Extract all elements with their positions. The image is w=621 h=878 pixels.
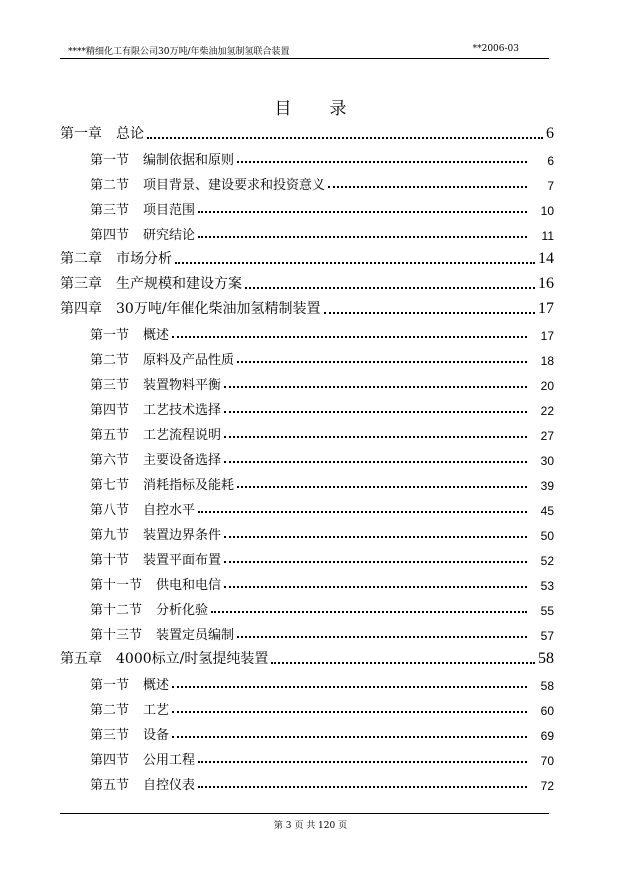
toc-leader-dots bbox=[224, 585, 527, 588]
toc-page-number: 69 bbox=[540, 729, 554, 743]
toc-entry-label bbox=[60, 273, 242, 293]
toc-section-entry[interactable] bbox=[60, 718, 554, 743]
toc-page-number: 57 bbox=[540, 629, 554, 643]
toc-leader-dots bbox=[237, 160, 527, 163]
toc-section-entry[interactable] bbox=[60, 418, 554, 443]
toc-entry-number: 第六节 bbox=[90, 453, 130, 468]
toc-entry-label bbox=[60, 224, 195, 243]
toc-page-number: 55 bbox=[540, 604, 554, 618]
toc-leader-dots bbox=[237, 635, 527, 638]
toc-entry-title: 30万吨/年催化柴油加氢精制装置 bbox=[116, 301, 321, 317]
toc-entry-label bbox=[60, 624, 234, 643]
toc-page-number: 72 bbox=[540, 779, 554, 793]
toc-entry-title: 工艺流程说明 bbox=[143, 428, 222, 443]
toc-entry-title: 供电和电信 bbox=[156, 578, 222, 593]
toc-leader-dots bbox=[198, 785, 527, 788]
toc-entry-label bbox=[60, 674, 169, 693]
toc-entry-label bbox=[60, 774, 195, 793]
toc-entry-title: 概述 bbox=[143, 328, 170, 343]
toc-section-entry[interactable] bbox=[60, 443, 554, 468]
toc-leader-dots bbox=[224, 385, 527, 388]
toc-leader-dots bbox=[175, 261, 535, 264]
toc-page-number: 11 bbox=[541, 229, 554, 243]
toc-entry-number: 第五节 bbox=[90, 778, 130, 793]
toc-entry-label bbox=[60, 399, 221, 418]
toc-entry-number: 第十三节 bbox=[90, 628, 143, 643]
toc-entry-title: 工艺 bbox=[143, 703, 170, 718]
toc-entry-title: 消耗指标及能耗 bbox=[143, 478, 235, 493]
toc-page-number: 53 bbox=[540, 579, 554, 593]
toc-entry-label bbox=[60, 149, 234, 168]
footer-divider bbox=[60, 813, 549, 814]
toc-leader-dots bbox=[172, 710, 527, 713]
toc-section-entry[interactable] bbox=[60, 518, 554, 543]
toc-entry-number: 第二节 bbox=[90, 178, 130, 193]
toc-entry-number: 第七节 bbox=[90, 478, 130, 493]
toc-entry-number: 第三章 bbox=[60, 276, 102, 292]
toc-leader-dots bbox=[198, 235, 527, 238]
toc-page-number: 60 bbox=[540, 704, 554, 718]
toc-entry-title: 市场分析 bbox=[116, 251, 172, 267]
toc-page-number: 45 bbox=[540, 504, 554, 518]
toc-entry-title: 装置定员编制 bbox=[156, 628, 235, 643]
toc-leader-dots bbox=[237, 360, 527, 363]
toc-entry-title: 装置边界条件 bbox=[143, 528, 222, 543]
toc-section-entry[interactable] bbox=[60, 143, 554, 168]
toc-chapter-entry[interactable] bbox=[60, 268, 554, 293]
toc-entry-number: 第九节 bbox=[90, 528, 130, 543]
toc-page-number: 58 bbox=[540, 679, 554, 693]
toc-entry-label bbox=[60, 324, 169, 343]
toc-section-entry[interactable] bbox=[60, 618, 554, 643]
toc-leader-dots bbox=[198, 760, 527, 763]
toc-leader-dots bbox=[237, 485, 527, 488]
toc-page-number: 18 bbox=[540, 354, 554, 368]
toc-section-entry[interactable] bbox=[60, 343, 554, 368]
toc-chapter-entry[interactable] bbox=[60, 118, 554, 143]
toc-entry-title: 装置平面布置 bbox=[143, 553, 222, 568]
toc-entry-label bbox=[60, 724, 169, 743]
toc-entry-title: 公用工程 bbox=[143, 753, 196, 768]
toc-section-entry[interactable] bbox=[60, 318, 554, 343]
toc-entry-number: 第二章 bbox=[60, 251, 102, 267]
toc-entry-label bbox=[60, 424, 221, 443]
toc-entry-number: 第二节 bbox=[90, 703, 130, 718]
toc-page-number: 58 bbox=[538, 650, 554, 667]
toc-page-number: 17 bbox=[540, 329, 554, 343]
header-document-title: ****精细化工有限公司30万吨/年柴油加氢制氢联合装置 bbox=[68, 47, 290, 57]
toc-section-entry[interactable] bbox=[60, 368, 554, 393]
toc-entry-title: 项目背景、建设要求和投资意义 bbox=[143, 178, 326, 193]
toc-entry-label bbox=[60, 574, 221, 593]
toc-entry-label bbox=[60, 248, 172, 268]
toc-leader-dots bbox=[328, 185, 527, 188]
toc-entry-title: 项目范围 bbox=[143, 203, 196, 218]
page-footer: 第 3 页 共 120 页 bbox=[273, 821, 348, 831]
toc-entry-label bbox=[60, 374, 221, 393]
toc-entry-number: 第一节 bbox=[90, 328, 130, 343]
toc-entry-title: 设备 bbox=[143, 728, 170, 743]
toc-entry-number: 第十节 bbox=[90, 553, 130, 568]
toc-leader-dots bbox=[172, 735, 527, 738]
toc-entry-number: 第十二节 bbox=[90, 603, 143, 618]
toc-page-number: 16 bbox=[538, 275, 554, 292]
toc-leader-dots bbox=[224, 410, 527, 413]
toc-entry-label bbox=[60, 199, 195, 218]
toc-entry-number: 第三节 bbox=[90, 378, 130, 393]
toc-entry-number: 第三节 bbox=[90, 728, 130, 743]
toc-leader-dots bbox=[245, 286, 535, 289]
toc-entry-title: 总论 bbox=[116, 126, 144, 142]
toc-entry-title: 分析化验 bbox=[156, 603, 209, 618]
toc-entry-title: 生产规模和建设方案 bbox=[116, 276, 242, 292]
toc-title: 目录 bbox=[274, 99, 385, 119]
toc-leader-dots bbox=[147, 136, 543, 139]
toc-page-number: 6 bbox=[546, 125, 554, 142]
toc-leader-dots bbox=[324, 311, 535, 314]
toc-leader-dots bbox=[198, 510, 527, 513]
toc-entry-number: 第十一节 bbox=[90, 578, 143, 593]
toc-section-entry[interactable] bbox=[60, 493, 554, 518]
toc-entry-number: 第四节 bbox=[90, 753, 130, 768]
toc-entry-label bbox=[60, 648, 268, 668]
toc-section-entry[interactable] bbox=[60, 693, 554, 718]
toc-leader-dots bbox=[224, 560, 527, 563]
toc-entry-label bbox=[60, 699, 169, 718]
toc-leader-dots bbox=[172, 335, 527, 338]
toc-entry-title: 概述 bbox=[143, 678, 170, 693]
toc-entry-label bbox=[60, 549, 221, 568]
toc-page-number: 39 bbox=[540, 479, 554, 493]
toc-chapter-entry[interactable] bbox=[60, 293, 554, 318]
toc-page-number: 27 bbox=[540, 429, 554, 443]
toc-page-number: 52 bbox=[540, 554, 554, 568]
toc-entry-number: 第五节 bbox=[90, 428, 130, 443]
toc-entry-label bbox=[60, 474, 234, 493]
toc-entry-number: 第八节 bbox=[90, 503, 130, 518]
toc-leader-dots bbox=[224, 535, 527, 538]
toc-entry-label bbox=[60, 524, 221, 543]
toc-page-number: 14 bbox=[538, 250, 554, 267]
toc-entry-title: 主要设备选择 bbox=[143, 453, 222, 468]
header-date: **2006-03 bbox=[472, 44, 519, 54]
toc-section-entry[interactable] bbox=[60, 393, 554, 418]
toc-section-entry[interactable] bbox=[60, 543, 554, 568]
toc-entry-label bbox=[60, 599, 208, 618]
toc-entry-title: 自控仪表 bbox=[143, 778, 196, 793]
toc-entry-number: 第三节 bbox=[90, 203, 130, 218]
toc-section-entry[interactable] bbox=[60, 218, 554, 243]
toc-page-number: 6 bbox=[547, 154, 554, 168]
toc-leader-dots bbox=[271, 661, 535, 664]
toc-entry-title: 自控水平 bbox=[143, 503, 196, 518]
toc-leader-dots bbox=[224, 435, 527, 438]
toc-section-entry[interactable] bbox=[60, 743, 554, 768]
toc-leader-dots bbox=[198, 210, 527, 213]
toc-leader-dots bbox=[211, 610, 527, 613]
toc-page-number: 30 bbox=[540, 454, 554, 468]
toc-entry-label bbox=[60, 123, 144, 143]
toc-entry-title: 原料及产品性质 bbox=[143, 353, 235, 368]
toc-page-number: 20 bbox=[540, 379, 554, 393]
toc-page-number: 7 bbox=[547, 179, 554, 193]
table-of-contents bbox=[60, 118, 554, 793]
toc-entry-number: 第五章 bbox=[60, 651, 102, 667]
toc-entry-label bbox=[60, 749, 195, 768]
toc-page-number: 17 bbox=[538, 300, 554, 317]
toc-entry-label bbox=[60, 349, 234, 368]
toc-entry-number: 第一节 bbox=[90, 678, 130, 693]
toc-entry-label bbox=[60, 499, 195, 518]
toc-entry-number: 第四节 bbox=[90, 403, 130, 418]
toc-entry-label bbox=[60, 298, 321, 318]
toc-chapter-entry[interactable] bbox=[60, 643, 554, 668]
toc-entry-title: 工艺技术选择 bbox=[143, 403, 222, 418]
toc-section-entry[interactable] bbox=[60, 468, 554, 493]
toc-page-number: 70 bbox=[540, 754, 554, 768]
toc-entry-number: 第四章 bbox=[60, 301, 102, 317]
toc-entry-number: 第二节 bbox=[90, 353, 130, 368]
toc-section-entry[interactable] bbox=[60, 593, 554, 618]
toc-entry-number: 第四节 bbox=[90, 228, 130, 243]
toc-entry-label bbox=[60, 449, 221, 468]
toc-section-entry[interactable] bbox=[60, 568, 554, 593]
toc-entry-title: 编制依据和原则 bbox=[143, 153, 235, 168]
toc-leader-dots bbox=[224, 460, 527, 463]
toc-leader-dots bbox=[172, 685, 527, 688]
toc-entry-title: 研究结论 bbox=[143, 228, 196, 243]
toc-entry-number: 第一章 bbox=[60, 126, 102, 142]
toc-section-entry[interactable] bbox=[60, 168, 554, 193]
toc-page-number: 22 bbox=[540, 404, 554, 418]
page-header bbox=[60, 42, 549, 59]
toc-entry-number: 第一节 bbox=[90, 153, 130, 168]
toc-section-entry[interactable] bbox=[60, 668, 554, 693]
toc-chapter-entry[interactable] bbox=[60, 243, 554, 268]
toc-entry-title: 装置物料平衡 bbox=[143, 378, 222, 393]
toc-entry-title: 4000标立/时氢提纯装置 bbox=[116, 651, 269, 667]
toc-section-entry[interactable] bbox=[60, 768, 554, 793]
toc-entry-label bbox=[60, 174, 325, 193]
toc-section-entry[interactable] bbox=[60, 193, 554, 218]
toc-page-number: 50 bbox=[540, 529, 554, 543]
toc-page-number: 10 bbox=[540, 204, 554, 218]
